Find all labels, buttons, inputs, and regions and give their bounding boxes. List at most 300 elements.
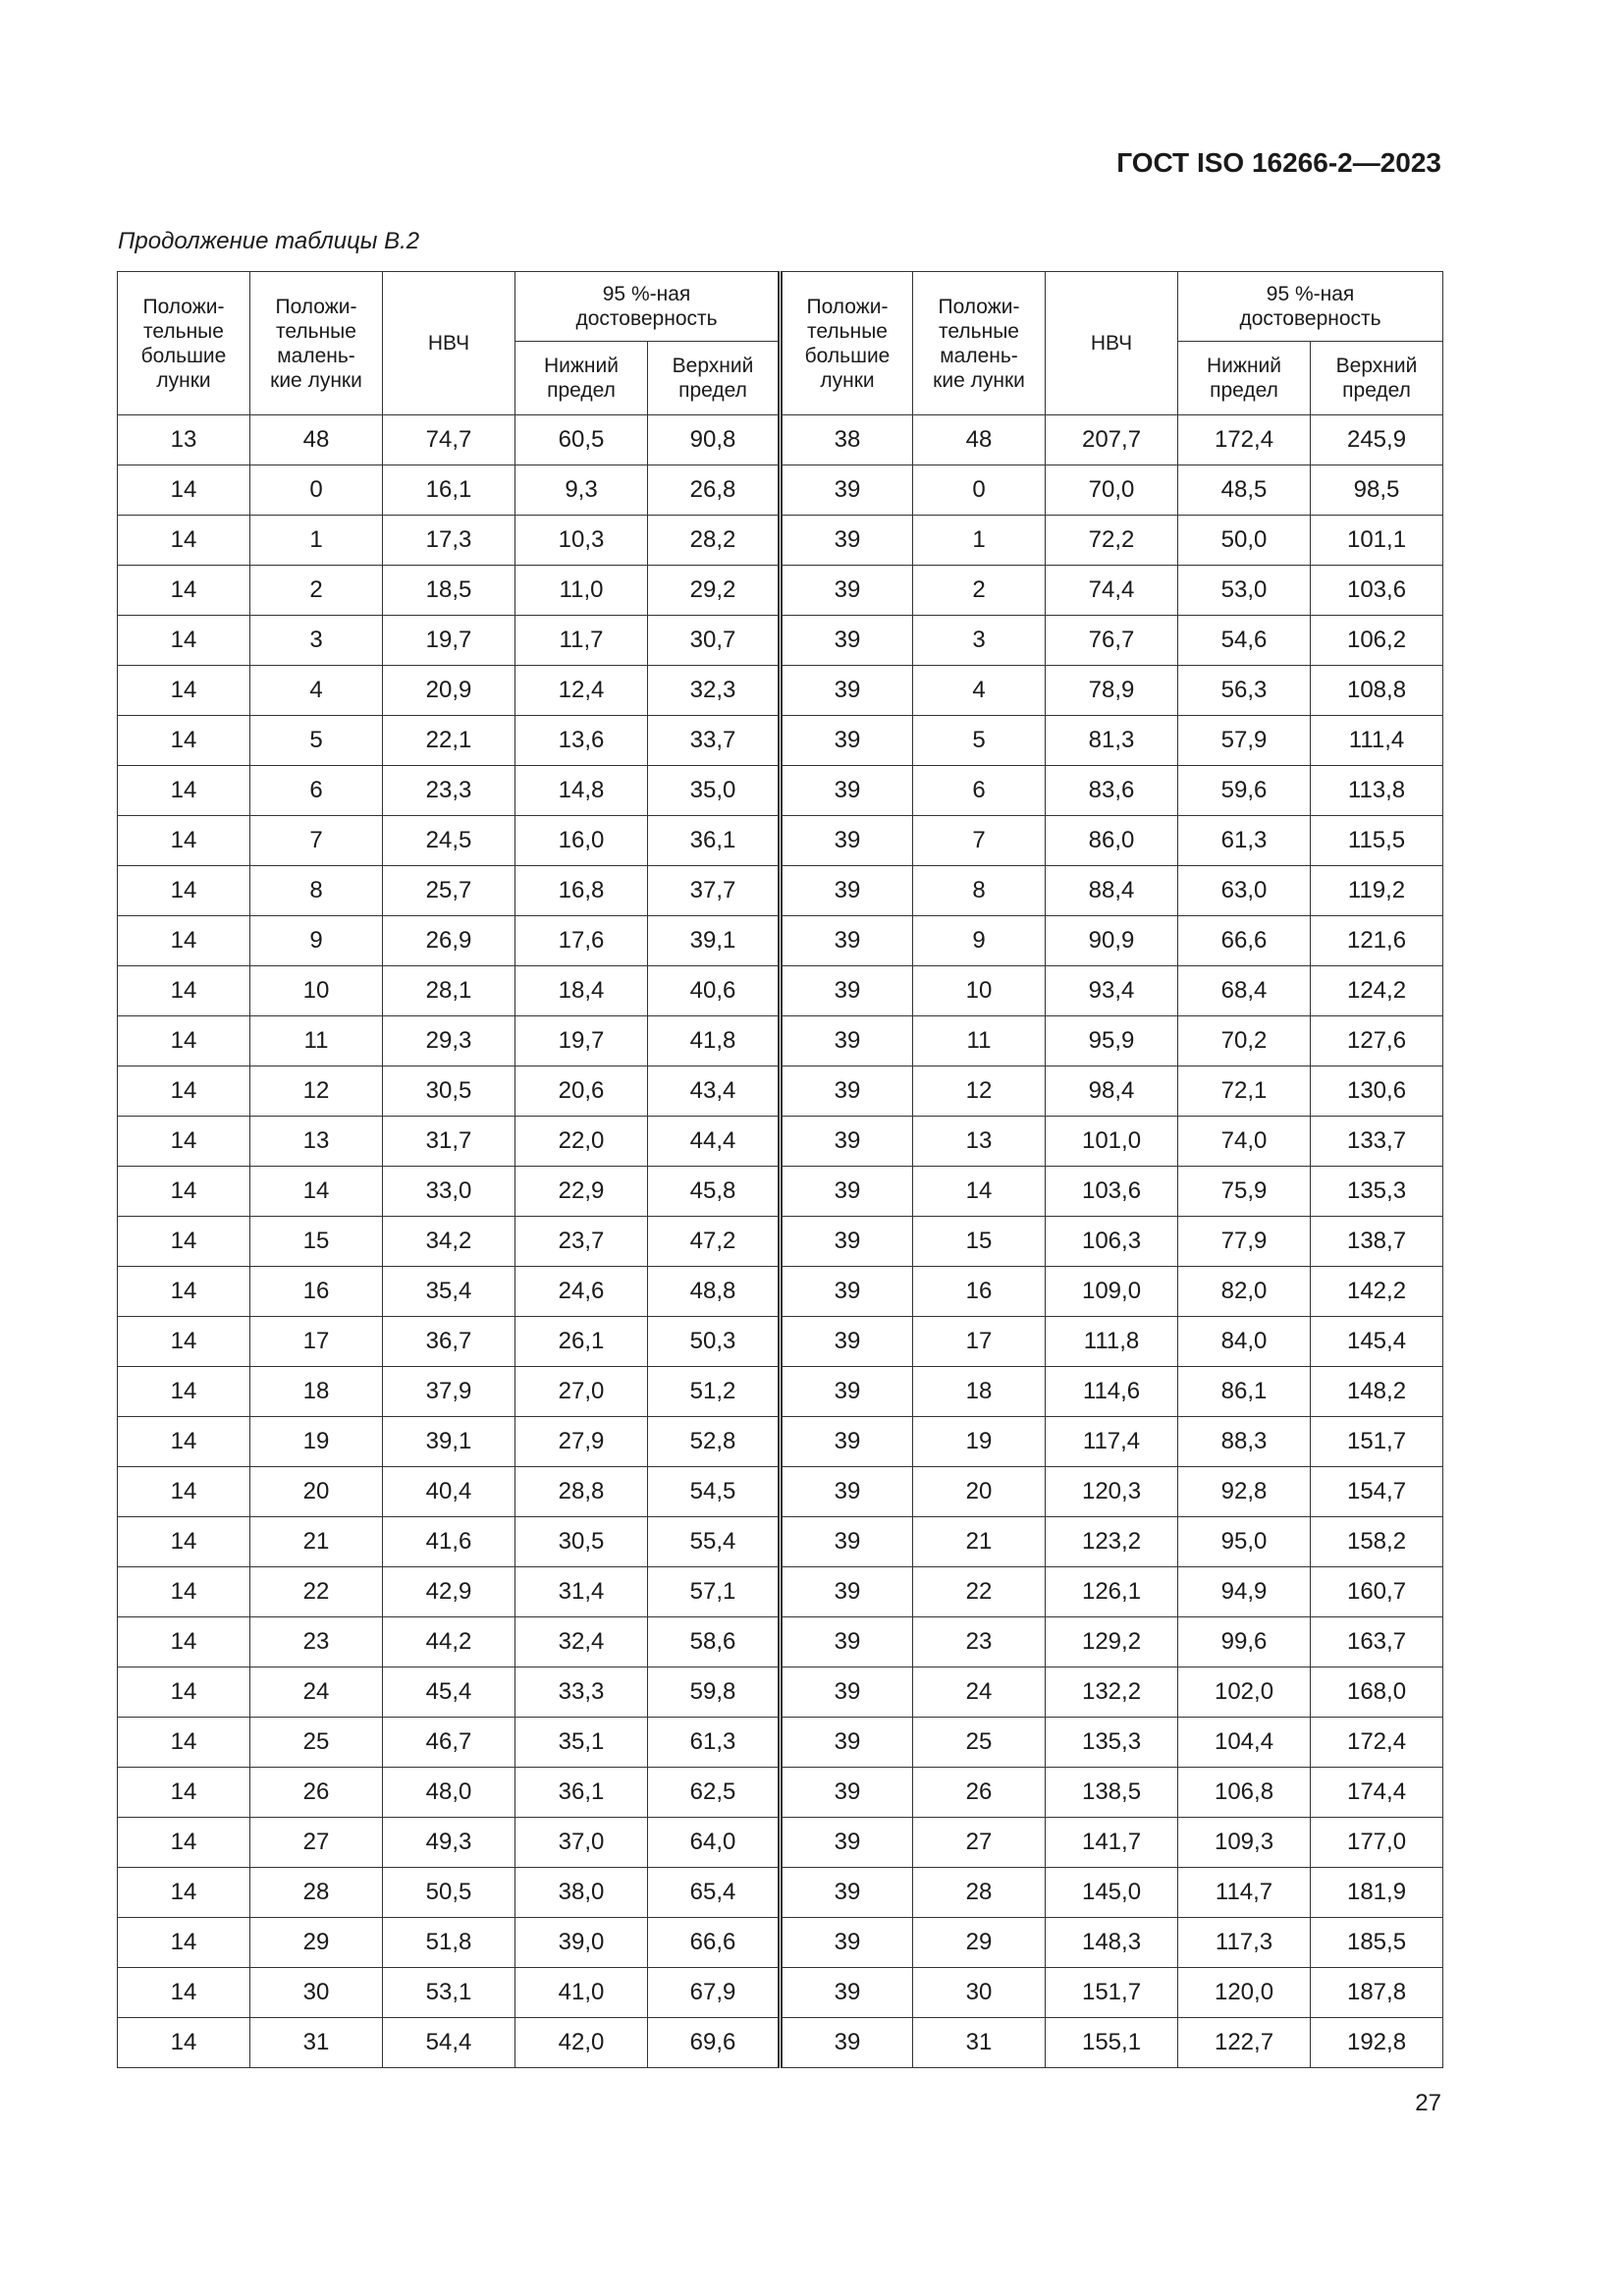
header-mpn: НВЧ [383, 272, 515, 415]
table-cell: 72,2 [1046, 516, 1178, 566]
table-cell: 2 [913, 566, 1046, 616]
mpn-table [117, 271, 1443, 2068]
table-cell: 4 [250, 666, 383, 716]
table-cell: 62,5 [648, 1768, 781, 1818]
table-row [118, 1217, 1443, 1267]
table-row [118, 2018, 1443, 2068]
header-upper: Верхний предел [648, 342, 781, 415]
table-cell: 78,9 [1046, 666, 1178, 716]
table-cell: 13 [913, 1117, 1046, 1167]
table-cell: 172,4 [1178, 415, 1311, 465]
table-cell: 35,0 [648, 766, 781, 816]
table-cell: 245,9 [1311, 415, 1443, 465]
table-cell: 8 [250, 866, 383, 916]
table-cell: 115,5 [1311, 816, 1443, 866]
table-cell: 39 [781, 1167, 913, 1217]
table-cell: 135,3 [1311, 1167, 1443, 1217]
table-cell: 83,6 [1046, 766, 1178, 816]
table-cell: 13 [118, 415, 250, 465]
table-row [118, 1968, 1443, 2018]
table-row [118, 465, 1443, 516]
table-cell: 39 [781, 816, 913, 866]
table-cell: 114,6 [1046, 1367, 1178, 1417]
table-cell: 86,0 [1046, 816, 1178, 866]
table-row [118, 1918, 1443, 1968]
table-cell: 92,8 [1178, 1467, 1311, 1517]
table-cell: 32,4 [515, 1617, 648, 1667]
table-cell: 172,4 [1311, 1718, 1443, 1768]
table-cell: 14,8 [515, 766, 648, 816]
table-cell: 15 [913, 1217, 1046, 1267]
table-cell: 14 [118, 1016, 250, 1066]
table-cell: 45,8 [648, 1167, 781, 1217]
table-cell: 84,0 [1178, 1317, 1311, 1367]
table-cell: 24 [250, 1667, 383, 1718]
table-row [118, 1667, 1443, 1718]
table-row [118, 1066, 1443, 1117]
table-cell: 14 [118, 716, 250, 766]
table-cell: 120,3 [1046, 1467, 1178, 1517]
table-cell: 39 [781, 666, 913, 716]
header-lower-2: Нижний предел [1178, 342, 1311, 415]
table-cell: 13 [250, 1117, 383, 1167]
table-cell: 28,8 [515, 1467, 648, 1517]
table-cell: 44,2 [383, 1617, 515, 1667]
table-cell: 104,4 [1178, 1718, 1311, 1768]
table-cell: 10 [250, 966, 383, 1016]
table-cell: 17 [913, 1317, 1046, 1367]
table-cell: 24,5 [383, 816, 515, 866]
table-cell: 39 [781, 716, 913, 766]
header-small-wells-2: Положи- тельные малень- кие лунки [913, 272, 1046, 415]
table-cell: 111,4 [1311, 716, 1443, 766]
table-row [118, 516, 1443, 566]
table-cell: 130,6 [1311, 1066, 1443, 1117]
table-cell: 5 [250, 716, 383, 766]
table-cell: 108,8 [1311, 666, 1443, 716]
table-cell: 22,1 [383, 716, 515, 766]
table-cell: 17,3 [383, 516, 515, 566]
table-cell: 16,8 [515, 866, 648, 916]
table-cell: 154,7 [1311, 1467, 1443, 1517]
table-cell: 26,9 [383, 916, 515, 966]
table-cell: 133,7 [1311, 1117, 1443, 1167]
table-body [118, 415, 1443, 2068]
table-cell: 98,4 [1046, 1066, 1178, 1117]
table-cell: 56,3 [1178, 666, 1311, 716]
header-confidence: 95 %-ная достоверность [515, 272, 781, 342]
table-cell: 24 [913, 1667, 1046, 1718]
table-cell: 57,9 [1178, 716, 1311, 766]
table-cell: 39,1 [648, 916, 781, 966]
table-cell: 39 [781, 1968, 913, 2018]
table-cell: 70,0 [1046, 465, 1178, 516]
table-cell: 23 [913, 1617, 1046, 1667]
table-cell: 39 [781, 1818, 913, 1868]
table-cell: 14 [913, 1167, 1046, 1217]
table-cell: 18 [250, 1367, 383, 1417]
table-cell: 39 [781, 1918, 913, 1968]
table-cell: 88,3 [1178, 1417, 1311, 1467]
table-cell: 29 [250, 1918, 383, 1968]
table-cell: 53,1 [383, 1968, 515, 2018]
table-cell: 28 [250, 1868, 383, 1918]
table-cell: 10 [913, 966, 1046, 1016]
table-cell: 124,2 [1311, 966, 1443, 1016]
table-cell: 6 [250, 766, 383, 816]
table-cell: 54,4 [383, 2018, 515, 2068]
table-caption: Продолжение таблицы В.2 [118, 228, 420, 254]
table-cell: 27,9 [515, 1417, 648, 1467]
table-cell: 19 [913, 1417, 1046, 1467]
table-cell: 9 [250, 916, 383, 966]
table-cell: 39 [781, 966, 913, 1016]
table-cell: 148,2 [1311, 1367, 1443, 1417]
table-cell: 95,9 [1046, 1016, 1178, 1066]
table-cell: 37,7 [648, 866, 781, 916]
table-cell: 82,0 [1178, 1267, 1311, 1317]
table-cell: 18 [913, 1367, 1046, 1417]
table-cell: 14 [118, 866, 250, 916]
table-cell: 14 [118, 1918, 250, 1968]
table-cell: 48,8 [648, 1267, 781, 1317]
table-cell: 3 [913, 616, 1046, 666]
table-cell: 14 [118, 516, 250, 566]
table-cell: 13,6 [515, 716, 648, 766]
header-mpn-2: НВЧ [1046, 272, 1178, 415]
table-cell: 117,3 [1178, 1918, 1311, 1968]
table-cell: 163,7 [1311, 1617, 1443, 1667]
table-cell: 48,0 [383, 1768, 515, 1818]
table-cell: 39 [781, 1667, 913, 1718]
table-cell: 26 [913, 1768, 1046, 1818]
table-cell: 41,8 [648, 1016, 781, 1066]
table-cell: 114,7 [1178, 1868, 1311, 1918]
table-cell: 14 [118, 1868, 250, 1918]
table-cell: 181,9 [1311, 1868, 1443, 1918]
table-cell: 39 [781, 1718, 913, 1768]
table-cell: 30,5 [515, 1517, 648, 1567]
table-row [118, 616, 1443, 666]
table-cell: 160,7 [1311, 1567, 1443, 1617]
table-cell: 55,4 [648, 1517, 781, 1567]
table-cell: 46,7 [383, 1718, 515, 1768]
table-row [118, 1517, 1443, 1567]
table-row [118, 1768, 1443, 1818]
table-row [118, 566, 1443, 616]
table-cell: 16,1 [383, 465, 515, 516]
table-cell: 126,1 [1046, 1567, 1178, 1617]
table-cell: 75,9 [1178, 1167, 1311, 1217]
table-cell: 22 [250, 1567, 383, 1617]
table-cell: 129,2 [1046, 1617, 1178, 1667]
table-cell: 12 [250, 1066, 383, 1117]
table-row [118, 1267, 1443, 1317]
table-cell: 5 [913, 716, 1046, 766]
table-cell: 30,7 [648, 616, 781, 666]
table-cell: 27 [913, 1818, 1046, 1868]
table-cell: 14 [118, 1117, 250, 1167]
table-cell: 9 [913, 916, 1046, 966]
table-cell: 29,2 [648, 566, 781, 616]
table-cell: 48,5 [1178, 465, 1311, 516]
table-cell: 39 [781, 1567, 913, 1617]
table-cell: 185,5 [1311, 1918, 1443, 1968]
table-cell: 40,4 [383, 1467, 515, 1517]
table-cell: 14 [118, 1167, 250, 1217]
table-cell: 18,5 [383, 566, 515, 616]
table-cell: 25,7 [383, 866, 515, 916]
table-cell: 8 [913, 866, 1046, 916]
table-cell: 48 [913, 415, 1046, 465]
table-cell: 20 [913, 1467, 1046, 1517]
table-cell: 25 [913, 1718, 1046, 1768]
table-cell: 58,6 [648, 1617, 781, 1667]
table-cell: 52,8 [648, 1417, 781, 1467]
table-cell: 66,6 [648, 1918, 781, 1968]
table-cell: 14 [118, 1617, 250, 1667]
table-cell: 86,1 [1178, 1367, 1311, 1417]
table-cell: 65,4 [648, 1868, 781, 1918]
table-cell: 39 [781, 2018, 913, 2068]
table-cell: 113,8 [1311, 766, 1443, 816]
table-cell: 103,6 [1311, 566, 1443, 616]
table-cell: 39 [781, 1117, 913, 1167]
table-cell: 39 [781, 1066, 913, 1117]
table-cell: 16 [250, 1267, 383, 1317]
table-row [118, 716, 1443, 766]
table-cell: 145,0 [1046, 1868, 1178, 1918]
table-cell: 145,4 [1311, 1317, 1443, 1367]
table-cell: 39 [781, 516, 913, 566]
table-cell: 123,2 [1046, 1517, 1178, 1567]
table-cell: 51,8 [383, 1918, 515, 1968]
table-cell: 66,6 [1178, 916, 1311, 966]
table-cell: 106,2 [1311, 616, 1443, 666]
table-cell: 27 [250, 1818, 383, 1868]
table-cell: 16,0 [515, 816, 648, 866]
table-cell: 17 [250, 1317, 383, 1367]
table-cell: 14 [118, 1267, 250, 1317]
table-cell: 14 [118, 1818, 250, 1868]
table-cell: 25 [250, 1718, 383, 1768]
table-cell: 14 [118, 1467, 250, 1517]
table-row [118, 1467, 1443, 1517]
table-cell: 74,4 [1046, 566, 1178, 616]
table-cell: 177,0 [1311, 1818, 1443, 1868]
table-row [118, 916, 1443, 966]
table-cell: 11 [250, 1016, 383, 1066]
table-row [118, 1417, 1443, 1467]
table-cell: 20,9 [383, 666, 515, 716]
table-cell: 14 [118, 1718, 250, 1768]
table-cell: 36,1 [515, 1768, 648, 1818]
table-cell: 148,3 [1046, 1918, 1178, 1968]
table-cell: 39 [781, 1768, 913, 1818]
table-cell: 30 [250, 1968, 383, 2018]
table-cell: 7 [913, 816, 1046, 866]
table-cell: 28,1 [383, 966, 515, 1016]
table-cell: 117,4 [1046, 1417, 1178, 1467]
table-cell: 49,3 [383, 1818, 515, 1868]
table-cell: 29 [913, 1918, 1046, 1968]
table-cell: 50,5 [383, 1868, 515, 1918]
table-cell: 39 [781, 1417, 913, 1467]
table-row [118, 766, 1443, 816]
header-small-wells: Положи- тельные малень- кие лунки [250, 272, 383, 415]
table-cell: 26 [250, 1768, 383, 1818]
table-cell: 38 [781, 415, 913, 465]
table-cell: 31 [250, 2018, 383, 2068]
table-cell: 6 [913, 766, 1046, 816]
table-cell: 22,9 [515, 1167, 648, 1217]
table-row [118, 1016, 1443, 1066]
table-cell: 60,5 [515, 415, 648, 465]
table-cell: 40,6 [648, 966, 781, 1016]
table-cell: 15 [250, 1217, 383, 1267]
table-cell: 138,5 [1046, 1768, 1178, 1818]
table-cell: 192,8 [1311, 2018, 1443, 2068]
table-cell: 69,6 [648, 2018, 781, 2068]
table-cell: 21 [913, 1517, 1046, 1567]
table-row [118, 666, 1443, 716]
table-cell: 43,4 [648, 1066, 781, 1117]
table-cell: 151,7 [1311, 1417, 1443, 1467]
document-code: ГОСТ ISO 16266-2—2023 [1116, 147, 1441, 178]
table-cell: 33,7 [648, 716, 781, 766]
table-cell: 168,0 [1311, 1667, 1443, 1718]
table-cell: 31 [913, 2018, 1046, 2068]
table-cell: 38,0 [515, 1868, 648, 1918]
table-cell: 14 [118, 1217, 250, 1267]
table-cell: 14 [250, 1167, 383, 1217]
table-cell: 36,1 [648, 816, 781, 866]
table-cell: 99,6 [1178, 1617, 1311, 1667]
table-cell: 59,8 [648, 1667, 781, 1718]
table-cell: 47,2 [648, 1217, 781, 1267]
table-cell: 34,2 [383, 1217, 515, 1267]
table-cell: 51,2 [648, 1367, 781, 1417]
table-row [118, 1167, 1443, 1217]
table-cell: 39 [781, 566, 913, 616]
table-cell: 14 [118, 616, 250, 666]
table-cell: 14 [118, 916, 250, 966]
table-cell: 0 [913, 465, 1046, 516]
table-cell: 53,0 [1178, 566, 1311, 616]
table-cell: 142,2 [1311, 1267, 1443, 1317]
table-cell: 29,3 [383, 1016, 515, 1066]
table-cell: 95,0 [1178, 1517, 1311, 1567]
table-cell: 119,2 [1311, 866, 1443, 916]
table-cell: 151,7 [1046, 1968, 1178, 2018]
table-cell: 74,0 [1178, 1117, 1311, 1167]
table-cell: 37,9 [383, 1367, 515, 1417]
table-cell: 23,3 [383, 766, 515, 816]
table-cell: 81,3 [1046, 716, 1178, 766]
table-row [118, 1617, 1443, 1667]
page-number: 27 [1415, 2090, 1441, 2116]
table-cell: 50,3 [648, 1317, 781, 1367]
table-cell: 70,2 [1178, 1016, 1311, 1066]
table-cell: 135,3 [1046, 1718, 1178, 1768]
table-cell: 32,3 [648, 666, 781, 716]
table-cell: 88,4 [1046, 866, 1178, 916]
table-cell: 1 [913, 516, 1046, 566]
table-cell: 0 [250, 465, 383, 516]
table-cell: 39 [781, 1367, 913, 1417]
table-cell: 44,4 [648, 1117, 781, 1167]
table-cell: 14 [118, 1517, 250, 1567]
table-cell: 14 [118, 566, 250, 616]
table-cell: 106,8 [1178, 1768, 1311, 1818]
table-cell: 14 [118, 1667, 250, 1718]
table-cell: 7 [250, 816, 383, 866]
header-lower: Нижний предел [515, 342, 648, 415]
table-row [118, 415, 1443, 465]
table-row [118, 966, 1443, 1016]
table-cell: 14 [118, 816, 250, 866]
table-cell: 19 [250, 1417, 383, 1467]
table-cell: 111,8 [1046, 1317, 1178, 1367]
table-cell: 109,0 [1046, 1267, 1178, 1317]
table-cell: 72,1 [1178, 1066, 1311, 1117]
table-cell: 48 [250, 415, 383, 465]
table-cell: 4 [913, 666, 1046, 716]
table-cell: 141,7 [1046, 1818, 1178, 1868]
table-cell: 39 [781, 1217, 913, 1267]
table-cell: 30 [913, 1968, 1046, 2018]
table-cell: 101,0 [1046, 1117, 1178, 1167]
table-cell: 3 [250, 616, 383, 666]
table-cell: 174,4 [1311, 1768, 1443, 1818]
table-row [118, 1868, 1443, 1918]
table-cell: 2 [250, 566, 383, 616]
table-cell: 10,3 [515, 516, 648, 566]
table-cell: 14 [118, 465, 250, 516]
table-cell: 138,7 [1311, 1217, 1443, 1267]
table-cell: 14 [118, 766, 250, 816]
table-cell: 39 [781, 616, 913, 666]
table-cell: 42,0 [515, 2018, 648, 2068]
table-cell: 39 [781, 1267, 913, 1317]
table-cell: 106,3 [1046, 1217, 1178, 1267]
table-cell: 54,5 [648, 1467, 781, 1517]
table-cell: 24,6 [515, 1267, 648, 1317]
table-cell: 27,0 [515, 1367, 648, 1417]
header-large-wells-2: Положи- тельные большие лунки [781, 272, 913, 415]
table-cell: 39 [781, 465, 913, 516]
table-cell: 12,4 [515, 666, 648, 716]
table-cell: 121,6 [1311, 916, 1443, 966]
table-cell: 120,0 [1178, 1968, 1311, 2018]
table-cell: 14 [118, 1367, 250, 1417]
table-cell: 39,1 [383, 1417, 515, 1467]
table-cell: 94,9 [1178, 1567, 1311, 1617]
table-cell: 109,3 [1178, 1818, 1311, 1868]
table-row [118, 1367, 1443, 1417]
table-cell: 39 [781, 766, 913, 816]
table-cell: 23,7 [515, 1217, 648, 1267]
table-cell: 36,7 [383, 1317, 515, 1367]
header-confidence-2: 95 %-ная достоверность [1178, 272, 1443, 342]
table-row [118, 1567, 1443, 1617]
table-cell: 132,2 [1046, 1667, 1178, 1718]
table-cell: 14 [118, 1066, 250, 1117]
table-cell: 19,7 [383, 616, 515, 666]
table-cell: 31,4 [515, 1567, 648, 1617]
table-row [118, 1818, 1443, 1868]
table-cell: 19,7 [515, 1016, 648, 1066]
